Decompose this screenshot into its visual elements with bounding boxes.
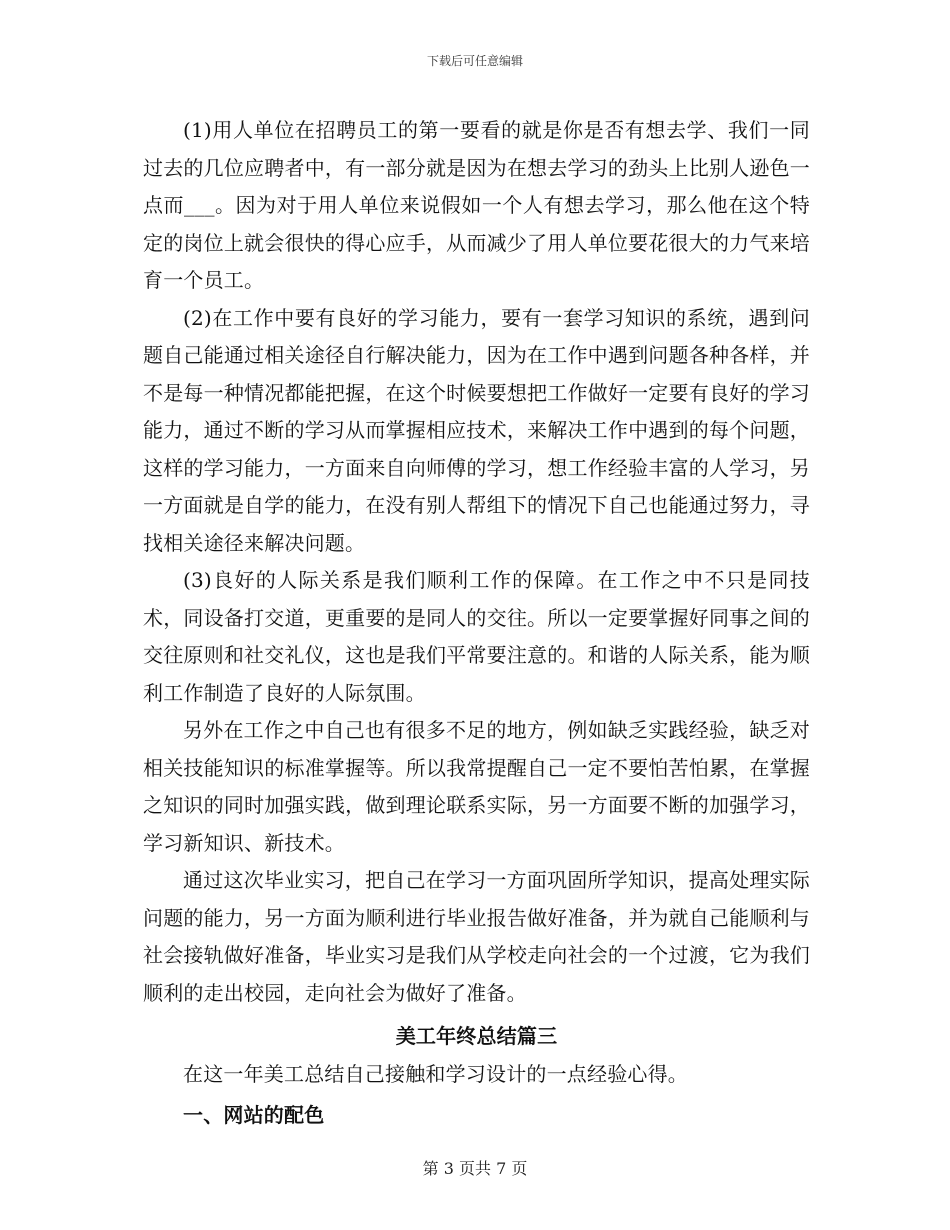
section-heading: 一、网站的配色 bbox=[183, 1103, 325, 1127]
document-body bbox=[143, 112, 810, 1135]
paragraph-3: (3)良好的人际关系是我们顺利工作的保障。在工作之中不只是同技术，同设备打交道，更重要的是同人的交往。所以一定要掌握好同事之间的交往原则和社交礼仪，这也是我们平常要注意的。和谐的人际关系，能为顺利工作制造了良好的人际氛围。 bbox=[143, 568, 810, 705]
paragraph-1: (1)用人单位在招聘员工的第一要看的就是你是否有想去学、我们一同过去的几位应聘者中，有一部分就是因为在想去学习的劲头上比别人逊色一点而___。因为对于用人单位来说假如一个人有想去学习，那么他在这个特定的岗位上就会很快的得心应手，从而减少了用人单位要花很大的力气来培育一个员工。 bbox=[143, 118, 810, 292]
paragraph-6: 在这一年美工总结自己接触和学习设计的一点经验心得。 bbox=[183, 1061, 688, 1086]
page-header: 下载后可任意编辑 bbox=[426, 54, 523, 68]
page-footer: 第 3 页共 7 页 bbox=[422, 1159, 528, 1178]
paragraph-2: (2)在工作中要有良好的学习能力，要有一套学习知识的系统，遇到问题自己能通过相关途径自行解决能力，因为在工作中遇到问题各种各样，并不是每一种情况都能把握，在这个时候要想把工作做好一定要有良好的学习能力，通过不断的学习从而掌握相应技术，来解决工作中遇到的每个问题，这样的学习能力，一方面来自向师傅的学习，想工作经验丰富的人学习，另一方面就是自学的能力，在没有别人帮组下的情况下自己也能通过努力，寻找相关途径来解决问题。 bbox=[143, 305, 810, 555]
paragraph-4: 另外在工作之中自己也有很多不足的地方，例如缺乏实践经验，缺乏对相关技能知识的标准掌握等。所以我常提醒自己一定不要怕苦怕累，在掌握之知识的同时加强实践，做到理论联系实际，另一方面要不断的加强学习，学习新知识、新技术。 bbox=[143, 718, 810, 855]
paragraph-5: 通过这次毕业实习，把自己在学习一方面巩固所学知识，提高处理实际问题的能力，另一方面为顺利进行毕业报告做好准备，并为就自己能顺利与社会接轨做好准备，毕业实习是我们从学校走向社会的一个过渡，它为我们顺利的走出校园，走向社会为做好了准备。 bbox=[143, 868, 810, 1005]
section-title: 美工年终总结篇三 bbox=[395, 1024, 558, 1048]
